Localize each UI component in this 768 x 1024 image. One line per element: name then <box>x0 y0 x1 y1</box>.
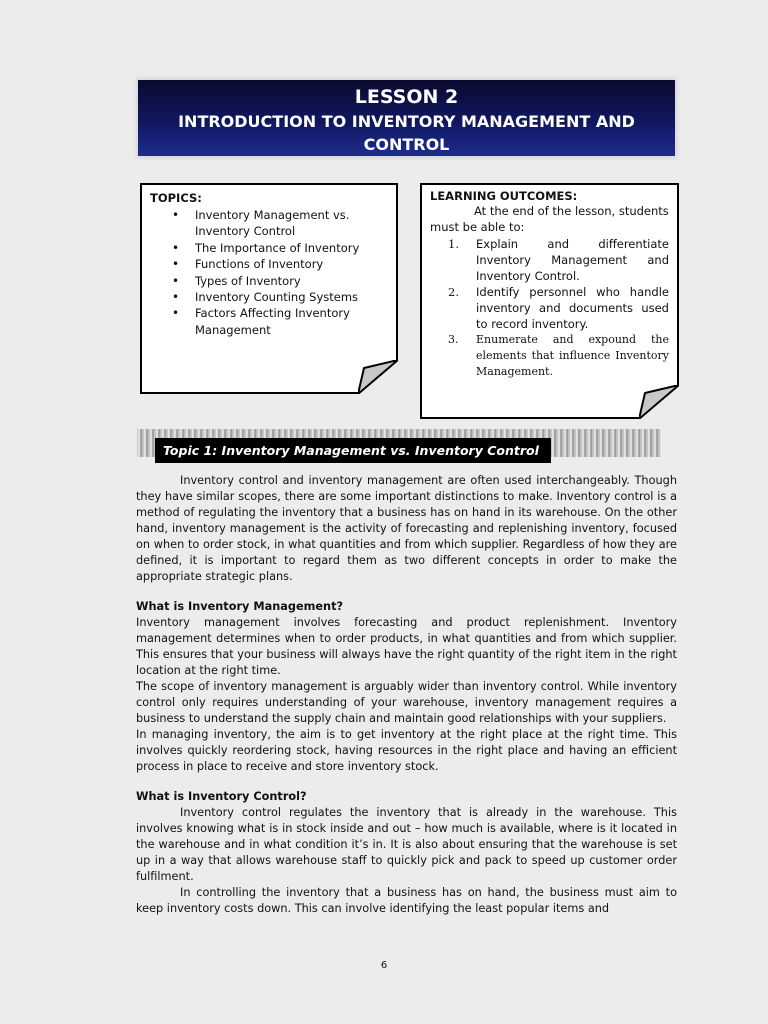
list-item: • Inventory Management vs. Inventory Control <box>172 207 377 240</box>
section-heading: What is Inventory Control? <box>136 790 307 803</box>
lesson-number: LESSON 2 <box>354 86 459 108</box>
topics-list <box>142 205 396 338</box>
list-item <box>448 236 669 284</box>
lesson-title: INTRODUCTION TO INVENTORY MANAGEMENT AND CONTROL <box>178 112 635 154</box>
list-item: • Types of Inventory <box>172 273 377 289</box>
lesson-banner <box>138 80 675 156</box>
page-number: 6 <box>380 960 388 971</box>
list-item <box>448 284 669 332</box>
topic-title: Topic 1: Inventory Management vs. Inventory Control <box>155 438 551 463</box>
paragraph: Inventory control regulates the inventory that is already in the warehouse. This involves knowing what is in stock inside and out – how much is available, where is it located in the warehouse and in what condition it’s in. It is also about ensuring that the warehouse is set up in a way that allows warehouse staff to quickly pick and pack to speed up customer order fulfilment. <box>136 806 677 883</box>
topics-card <box>140 183 398 394</box>
item-number: 1. <box>448 237 459 251</box>
outcomes-heading: LEARNING OUTCOMES: <box>430 189 578 203</box>
item-number: 2. <box>448 285 459 299</box>
topic-body <box>136 473 677 917</box>
list-item: • Functions of Inventory <box>172 256 377 272</box>
item-number: 3. <box>448 333 459 346</box>
item-text: Enumerate and expound the elements that influence Inventory Management. <box>476 333 669 378</box>
intro-paragraph: Inventory control and inventory management are often used interchangeably. Though they have similar scopes, there are some important distinctions to make. Inventory control is a method of regulating the inventory that a business has on hand in its warehouse. On the other hand, inventory management is the activity of forecasting and replenishing inventory, focused on when to order stock, in what quantities and from which supplier. Regardless of how they are defined, it is important to regard them as two different concepts in order to make the appropriate strategic plans. <box>136 474 677 583</box>
list-item <box>448 332 669 380</box>
list-item: • Inventory Counting Systems <box>172 289 377 305</box>
outcomes-intro: At the end of the lesson, students must be able to: <box>430 204 669 234</box>
spacer <box>136 585 677 599</box>
learning-outcomes-card <box>420 183 679 419</box>
list-item: • The Importance of Inventory <box>172 240 377 256</box>
item-text: Explain and differentiate Inventory Management and Inventory Control. <box>476 237 669 283</box>
paragraph: In controlling the inventory that a business has on hand, the business must aim to keep inventory costs down. This can involve identifying the least popular items and <box>136 886 677 915</box>
section-heading: What is Inventory Management? <box>136 600 344 613</box>
page-curl-icon <box>639 385 679 419</box>
list-item: • Factors Affecting Inventory Management <box>172 305 377 338</box>
paragraph: In managing inventory, the aim is to get inventory at the right place at the right time. This involves quickly reordering stock, having resources in the right place and having an efficient process in place to receive and store inventory stock. <box>136 728 677 773</box>
spacer <box>136 775 677 789</box>
outcomes-list <box>422 235 677 380</box>
paragraph: Inventory management involves forecasting and product replenishment. Inventory management determines when to order products, in what quantities and from which supplier. This ensures that your business will always have the right quantity of the right item in the right location at the right time. <box>136 616 677 677</box>
item-text: Identify personnel who handle inventory and documents used to record inventory. <box>476 285 669 331</box>
paragraph: The scope of inventory management is arguably wider than inventory control. While inventory control only requires understanding of your warehouse, inventory management requires a business to understand the supply chain and maintain good relationships with your suppliers. <box>136 680 677 725</box>
page-curl-icon <box>358 360 398 394</box>
topics-heading: TOPICS: <box>150 191 202 205</box>
